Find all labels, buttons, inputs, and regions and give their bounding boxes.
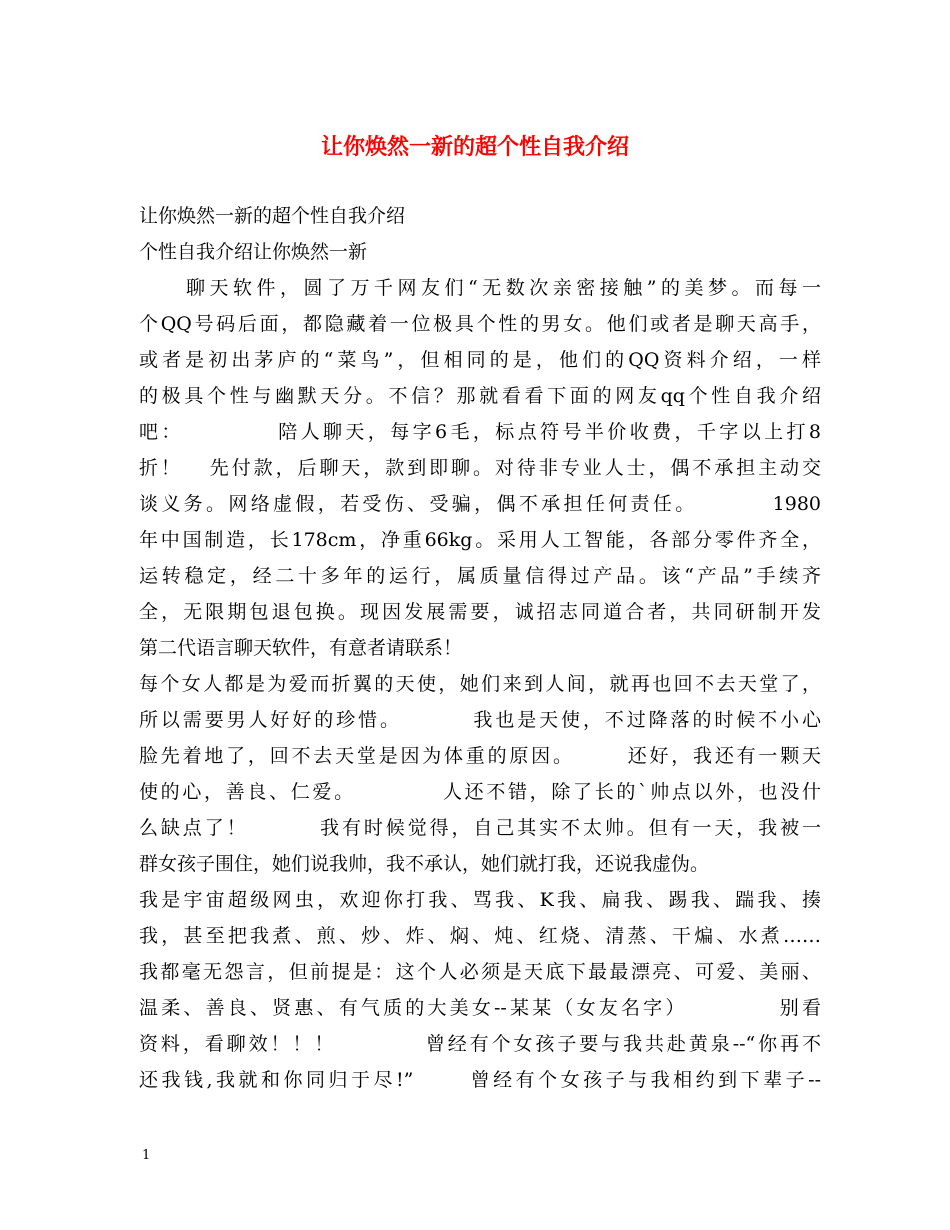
text-line: 聊天软件，圆了万千网友们“无数次亲密接触”的美梦。而每一 — [139, 277, 821, 299]
text-line: 使的心，善良、仁爱。 人还不错，除了长的`帅点以外，也没什 — [139, 781, 821, 803]
text-line: 所以需要男人好好的珍惜。 我也是天使，不过降落的时候不小心 — [139, 709, 821, 731]
text-line: 群女孩子围住，她们说我帅，我不承认，她们就打我，还说我虚伪。 — [139, 853, 710, 875]
text-line: 吧： 陪人聊天，每字6毛，标点符号半价收费，千字以上打8 — [139, 421, 821, 443]
text-line: 个QQ号码后面，都隐藏着一位极具个性的男女。他们或者是聊天高手， — [139, 313, 821, 335]
text-line: 资料，看聊效！！！ 曾经有个女孩子要与我共赴黄泉--“你再不 — [139, 1033, 821, 1055]
page-number: 1 — [142, 1148, 151, 1163]
text-line: 每个女人都是为爱而折翼的天使，她们来到人间，就再也回不去天堂了， — [139, 673, 821, 695]
text-line: 折！ 先付款，后聊天，款到即聊。对待非专业人士，偶不承担主动交 — [139, 457, 821, 479]
text-line: 个性自我介绍让你焕然一新 — [139, 241, 368, 263]
text-line: 么缺点了！ 我有时候觉得，自己其实不太帅。但有一天，我被一 — [139, 817, 821, 839]
text-line: 我是宇宙超级网虫，欢迎你打我、骂我、K我、扁我、踢我、踹我、揍 — [139, 889, 821, 911]
text-line: 我都毫无怨言，但前提是：这个人必须是天底下最最漂亮、可爱、美丽、 — [139, 961, 821, 983]
text-line: 我，甚至把我煮、煎、炒、炸、焖、炖、红烧、清蒸、干煸、水煮…… — [139, 925, 821, 947]
text-line: 运转稳定，经二十多年的运行，属质量信得过产品。该“产品”手续齐 — [139, 565, 821, 587]
body-text — [139, 198, 821, 1098]
text-line: 第二代语言聊天软件，有意者请联系！ — [139, 637, 463, 659]
text-line: 的极具个性与幽默天分。不信？那就看看下面的网友qq个性自我介绍 — [139, 385, 821, 407]
text-line: 还我钱,我就和你同归于尽!” 曾经有个女孩子与我相约到下辈子-- — [139, 1069, 821, 1091]
text-line: 年中国制造，长178cm，净重66kg。采用人工智能，各部分零件齐全， — [139, 529, 821, 551]
text-line: 谈义务。网络虚假，若受伤、受骗，偶不承担任何责任。 1980 — [139, 493, 821, 515]
text-line: 温柔、善良、贤惠、有气质的大美女--某某（女友名字） 别看 — [139, 997, 821, 1019]
text-line: 全，无限期包退包换。现因发展需要，诚招志同道合者，共同研制开发 — [139, 601, 821, 623]
text-line: 或者是初出茅庐的“菜鸟”，但相同的是，他们的QQ资料介绍，一样 — [139, 349, 821, 371]
text-line: 让你焕然一新的超个性自我介绍 — [139, 205, 406, 227]
text-line: 脸先着地了，回不去天堂是因为体重的原因。 还好，我还有一颗天 — [139, 745, 821, 767]
document-title: 让你焕然一新的超个性自我介绍 — [320, 135, 629, 160]
